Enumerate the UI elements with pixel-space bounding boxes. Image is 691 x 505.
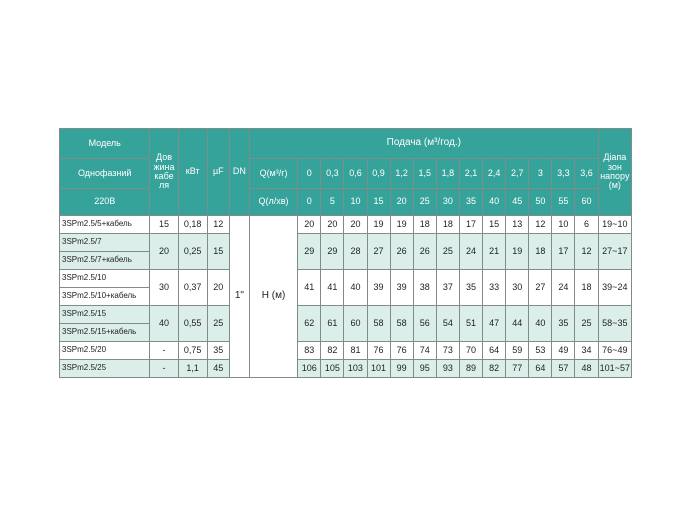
model-name: 3SPm2.5/20: [60, 342, 150, 360]
head-value-cell: 28: [344, 234, 367, 270]
flow-m3h-value: 3: [529, 159, 552, 189]
head-value-cell: 83: [298, 342, 321, 360]
head-value-cell: 54: [436, 306, 459, 342]
head-value-cell: 29: [298, 234, 321, 270]
flow-lmin-value: 45: [506, 189, 529, 216]
head-value-cell: 18: [436, 216, 459, 234]
table-row: [60, 360, 632, 378]
head-value-cell: 17: [459, 216, 482, 234]
head-value-cell: 39: [367, 270, 390, 306]
head-value-cell: 64: [529, 360, 552, 378]
head-value-cell: 76: [390, 342, 413, 360]
cable-length-header: Дов жина кабе ля: [150, 129, 178, 216]
head-value-cell: 19: [367, 216, 390, 234]
head-value-cell: 18: [575, 270, 598, 306]
head-value-cell: 77: [506, 360, 529, 378]
model-name: 3SPm2.5/10: [60, 270, 150, 288]
flow-m3h-value: 0,6: [344, 159, 367, 189]
head-value-cell: 19: [390, 216, 413, 234]
table-row: [60, 306, 632, 324]
head-value-cell: 64: [483, 342, 506, 360]
head-value-cell: 103: [344, 360, 367, 378]
head-value-cell: 30: [506, 270, 529, 306]
head-value-cell: 41: [298, 270, 321, 306]
flow-lmin-value: 20: [390, 189, 413, 216]
head-value-cell: 17: [552, 234, 575, 270]
head-value-cell: 6: [575, 216, 598, 234]
head-value-cell: 74: [413, 342, 436, 360]
flow-lmin-value: 40: [483, 189, 506, 216]
head-value-cell: 21: [483, 234, 506, 270]
head-value-cell: 27: [367, 234, 390, 270]
head-range-cell: 76~49: [598, 342, 631, 360]
flow-m3h-value: 3,6: [575, 159, 598, 189]
power-kw-cell: 0,25: [178, 234, 207, 270]
flow-lmin-value: 15: [367, 189, 390, 216]
head-value-cell: 61: [321, 306, 344, 342]
table-row: [60, 216, 632, 234]
head-value-cell: 39: [390, 270, 413, 306]
head-value-cell: 95: [413, 360, 436, 378]
head-value-cell: 20: [321, 216, 344, 234]
table-row: [60, 234, 632, 252]
head-value-cell: 82: [321, 342, 344, 360]
cable-length-cell: -: [150, 342, 178, 360]
flow-m3h-value: 1,5: [413, 159, 436, 189]
flow-header: Подача (м³/год.): [249, 129, 598, 159]
head-value-cell: 25: [436, 234, 459, 270]
flow-lmin-value: 0: [298, 189, 321, 216]
head-range-cell: 101~57: [598, 360, 631, 378]
head-value-cell: 99: [390, 360, 413, 378]
head-value-cell: 38: [413, 270, 436, 306]
flow-lmin-label: Q(л/хв): [249, 189, 297, 216]
head-value-cell: 82: [483, 360, 506, 378]
cable-length-cell: -: [150, 360, 178, 378]
power-kw-header: кВт: [178, 129, 207, 216]
flow-lmin-value: 60: [575, 189, 598, 216]
head-value-cell: 48: [575, 360, 598, 378]
flow-m3h-value: 2,7: [506, 159, 529, 189]
head-value-cell: 40: [344, 270, 367, 306]
head-value-cell: 57: [552, 360, 575, 378]
table-row: [60, 270, 632, 288]
model-name: 3SPm2.5/15: [60, 306, 150, 324]
head-value-cell: 101: [367, 360, 390, 378]
head-value-cell: 10: [552, 216, 575, 234]
flow-m3h-value: 1,8: [436, 159, 459, 189]
model-name: 3SPm2.5/25: [60, 360, 150, 378]
head-value-cell: 58: [367, 306, 390, 342]
cable-length-cell: 30: [150, 270, 178, 306]
head-value-cell: 20: [344, 216, 367, 234]
power-kw-cell: 0,37: [178, 270, 207, 306]
head-value-cell: 56: [413, 306, 436, 342]
head-value-cell: 25: [575, 306, 598, 342]
capacitor-uf-cell: 45: [207, 360, 229, 378]
model-name: 3SPm2.5/15+кабель: [60, 324, 150, 342]
voltage-header: 220В: [60, 189, 150, 216]
head-value-cell: 76: [367, 342, 390, 360]
capacitor-uf-header: µF: [207, 129, 229, 216]
head-value-cell: 27: [529, 270, 552, 306]
head-value-cell: 26: [413, 234, 436, 270]
head-value-cell: 18: [529, 234, 552, 270]
head-value-cell: 34: [575, 342, 598, 360]
head-value-cell: 19: [506, 234, 529, 270]
head-value-cell: 41: [321, 270, 344, 306]
capacitor-uf-cell: 20: [207, 270, 229, 306]
power-kw-cell: 0,75: [178, 342, 207, 360]
flow-m3h-value: 2,1: [459, 159, 482, 189]
dn-header: DN: [229, 129, 249, 216]
cable-length-cell: 20: [150, 234, 178, 270]
head-value-cell: 13: [506, 216, 529, 234]
head-value-cell: 24: [459, 234, 482, 270]
head-range-cell: 39~24: [598, 270, 631, 306]
pump-spec-table: [59, 128, 632, 378]
flow-m3h-value: 2,4: [483, 159, 506, 189]
head-value-cell: 60: [344, 306, 367, 342]
flow-m3h-value: 1,2: [390, 159, 413, 189]
capacitor-uf-cell: 35: [207, 342, 229, 360]
power-kw-cell: 0,55: [178, 306, 207, 342]
model-name: 3SPm2.5/5+кабель: [60, 216, 150, 234]
capacitor-uf-cell: 15: [207, 234, 229, 270]
head-value-cell: 58: [390, 306, 413, 342]
capacitor-uf-cell: 25: [207, 306, 229, 342]
head-range-cell: 58~35: [598, 306, 631, 342]
model-name: 3SPm2.5/7: [60, 234, 150, 252]
head-value-cell: 51: [459, 306, 482, 342]
head-value-cell: 47: [483, 306, 506, 342]
flow-lmin-value: 10: [344, 189, 367, 216]
flow-lmin-value: 5: [321, 189, 344, 216]
head-value-cell: 37: [436, 270, 459, 306]
head-range-cell: 27~17: [598, 234, 631, 270]
model-name: 3SPm2.5/10+кабель: [60, 288, 150, 306]
cable-length-cell: 40: [150, 306, 178, 342]
cable-length-cell: 15: [150, 216, 178, 234]
head-value-cell: 12: [529, 216, 552, 234]
head-value-cell: 81: [344, 342, 367, 360]
flow-m3h-value: 0,9: [367, 159, 390, 189]
capacitor-uf-cell: 12: [207, 216, 229, 234]
head-value-cell: 89: [459, 360, 482, 378]
head-value-cell: 18: [413, 216, 436, 234]
head-value-cell: 59: [506, 342, 529, 360]
head-value-cell: 26: [390, 234, 413, 270]
head-range-cell: 19~10: [598, 216, 631, 234]
head-value-cell: 35: [459, 270, 482, 306]
head-value-cell: 73: [436, 342, 459, 360]
head-value-cell: 53: [529, 342, 552, 360]
flow-lmin-value: 25: [413, 189, 436, 216]
head-value-cell: 15: [483, 216, 506, 234]
head-label: H (м): [249, 216, 297, 378]
phase-header: Однофазний: [60, 159, 150, 189]
head-value-cell: 12: [575, 234, 598, 270]
head-value-cell: 105: [321, 360, 344, 378]
head-value-cell: 40: [529, 306, 552, 342]
model-name: 3SPm2.5/7+кабель: [60, 252, 150, 270]
dn-value: 1": [229, 216, 249, 378]
flow-m3h-value: 3,3: [552, 159, 575, 189]
flow-m3h-value: 0,3: [321, 159, 344, 189]
head-value-cell: 49: [552, 342, 575, 360]
head-value-cell: 93: [436, 360, 459, 378]
power-kw-cell: 0,18: [178, 216, 207, 234]
head-value-cell: 106: [298, 360, 321, 378]
flow-m3h-value: 0: [298, 159, 321, 189]
head-value-cell: 62: [298, 306, 321, 342]
head-range-header: Діапа зон напору (м): [598, 129, 631, 216]
flow-lmin-value: 35: [459, 189, 482, 216]
head-value-cell: 29: [321, 234, 344, 270]
head-value-cell: 33: [483, 270, 506, 306]
head-value-cell: 24: [552, 270, 575, 306]
flow-lmin-value: 30: [436, 189, 459, 216]
head-value-cell: 20: [298, 216, 321, 234]
head-value-cell: 70: [459, 342, 482, 360]
head-value-cell: 35: [552, 306, 575, 342]
flow-m3h-label: Q(м³/г): [249, 159, 297, 189]
head-value-cell: 44: [506, 306, 529, 342]
model-header: Модель: [60, 129, 150, 159]
flow-lmin-value: 50: [529, 189, 552, 216]
table-row: [60, 342, 632, 360]
flow-lmin-value: 55: [552, 189, 575, 216]
power-kw-cell: 1,1: [178, 360, 207, 378]
